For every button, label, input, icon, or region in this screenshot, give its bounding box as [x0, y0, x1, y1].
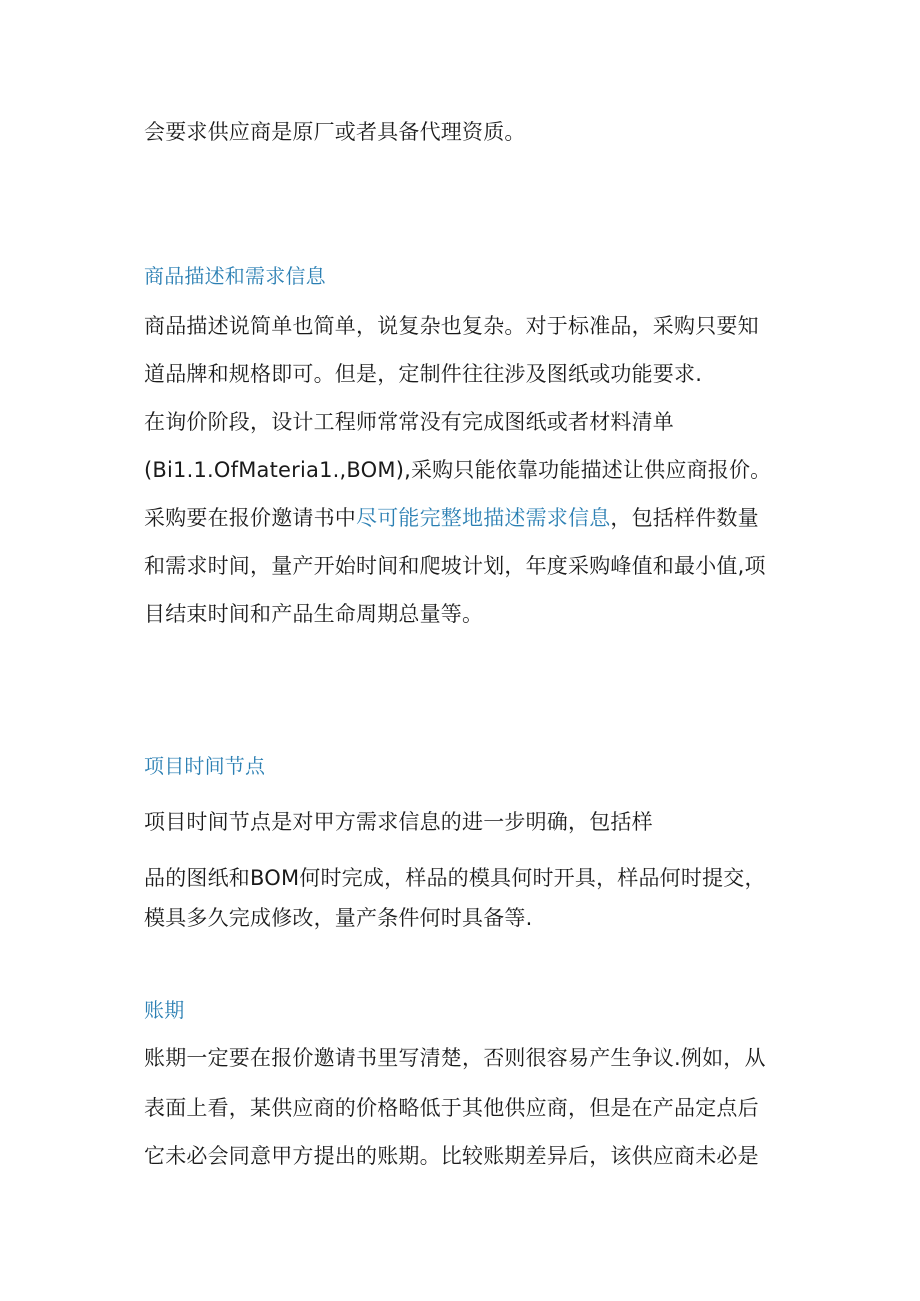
paragraph-line: 道品牌和规格即可。但是，定制件往往涉及图纸或功能要求. [144, 362, 703, 386]
text-segment: ，包括样件数量 [610, 506, 759, 530]
highlighted-text: 尽可能完整地描述需求信息 [356, 506, 611, 530]
section-heading-payment-terms: 账期 [144, 998, 185, 1022]
paragraph-line: 表面上看，某供应商的价格略低于其他供应商，但是在产品定点后 [144, 1096, 759, 1120]
paragraph-line: 品的图纸和BOM何时完成，样品的模具何时开具，样品何时提交， [144, 866, 766, 890]
paragraph-line: (Bi1.1.OfMateria1.,BOM),采购只能依靠功能描述让供应商报价。 [144, 458, 772, 482]
paragraph-line: 项目时间节点是对甲方需求信息的进一步明确，包括样 [144, 810, 653, 834]
section-heading-product-description: 商品描述和需求信息 [144, 264, 326, 288]
text-segment: 采购要在报价邀请书中 [144, 506, 356, 530]
paragraph-line: 目结束时间和产品生命周期总量等。 [144, 602, 484, 626]
paragraph-line [144, 504, 759, 532]
paragraph-line: 和需求时间，量产开始时间和爬坡计划，年度采购峰值和最小值,项 [144, 554, 766, 578]
paragraph-line: 它未必会同意甲方提出的账期。比较账期差异后，该供应商未必是 [144, 1144, 759, 1168]
paragraph-line: 在询价阶段，设计工程师常常没有完成图纸或者材料清单 [144, 410, 674, 434]
paragraph-line: 模具多久完成修改，量产条件何时具备等. [144, 906, 533, 930]
paragraph-line: 商品描述说简单也简单，说复杂也复杂。对于标准品，采购只要知 [144, 314, 759, 338]
section-heading-project-timeline: 项目时间节点 [144, 754, 266, 778]
intro-text-line: 会要求供应商是原厂或者具备代理资质。 [144, 120, 526, 144]
paragraph-line: 账期一定要在报价邀请书里写清楚，否则很容易产生争议.例如，从 [144, 1046, 766, 1070]
